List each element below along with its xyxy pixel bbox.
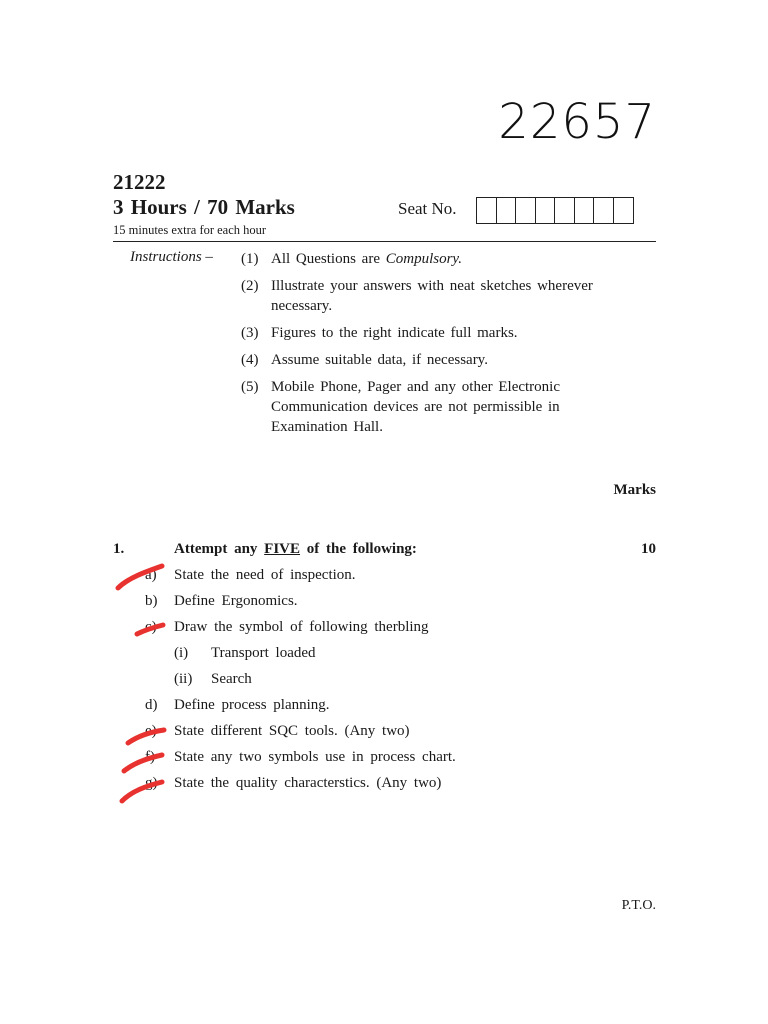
part-text: Draw the symbol of following therbling [174, 619, 429, 635]
pen-mark-c [137, 625, 163, 634]
extra-time-note: 15 minutes extra for each hour [113, 223, 267, 237]
seat-number-label: Seat No. [398, 199, 457, 218]
part-text: State any two symbols use in process chart. [174, 749, 456, 765]
paper-code: 22657 [498, 94, 656, 150]
part-label: f) [145, 749, 155, 765]
part-text: State the need of inspection. [174, 567, 356, 583]
subject-code: 21222 [113, 170, 166, 194]
subpart-label: (i) [174, 645, 189, 661]
pen-mark-a [118, 566, 162, 588]
instruction-text: Figures to the right indicate full marks. [271, 325, 518, 341]
subpart-label: (ii) [174, 671, 193, 687]
part-text: State different SQC tools. (Any two) [174, 723, 410, 739]
part-label: e) [145, 723, 157, 739]
instruction-number: (1) [241, 251, 259, 267]
part-text: Define Ergonomics. [174, 593, 298, 609]
part-text: State the quality characterstics. (Any two) [174, 775, 442, 791]
duration-marks: 3 Hours / 70 Marks [113, 195, 295, 219]
instructions-label: Instructions – [130, 249, 213, 265]
instruction-text: Assume suitable data, if necessary. [271, 352, 488, 368]
marks-heading: Marks [613, 482, 656, 498]
instruction-text: Mobile Phone, Pager and any other Electronic Communication devices are not permissible in Examination Hall. [271, 379, 561, 435]
part-text: Define process planning. [174, 697, 330, 713]
instruction-number: (3) [241, 325, 259, 341]
question-title-emphasis: FIVE [264, 541, 300, 557]
question-title-end: of the following: [300, 541, 417, 557]
instruction-number: (5) [241, 379, 259, 395]
instruction-text: All Questions are [271, 251, 386, 267]
question-title-start: Attempt any [174, 541, 265, 557]
pen-mark-g [122, 782, 162, 801]
instruction-text: Illustrate your answers with neat sketches wherever necessary. [271, 278, 593, 314]
pen-mark-f [124, 755, 162, 771]
subpart-text: Transport loaded [211, 645, 316, 661]
part-label: c) [145, 619, 157, 635]
instruction-number: (2) [241, 278, 259, 294]
instruction-number: (4) [241, 352, 259, 368]
question-marks: 10 [641, 541, 656, 557]
subpart-text: Search [211, 671, 252, 687]
pen-mark-e [128, 730, 164, 743]
please-turn-over: P.T.O. [621, 898, 656, 913]
part-label: g) [145, 775, 158, 791]
instruction-emphasis: Compulsory. [385, 251, 462, 267]
part-label: d) [145, 697, 158, 713]
part-label: a) [145, 567, 157, 583]
question-number: 1. [113, 541, 125, 557]
part-label: b) [145, 593, 158, 609]
